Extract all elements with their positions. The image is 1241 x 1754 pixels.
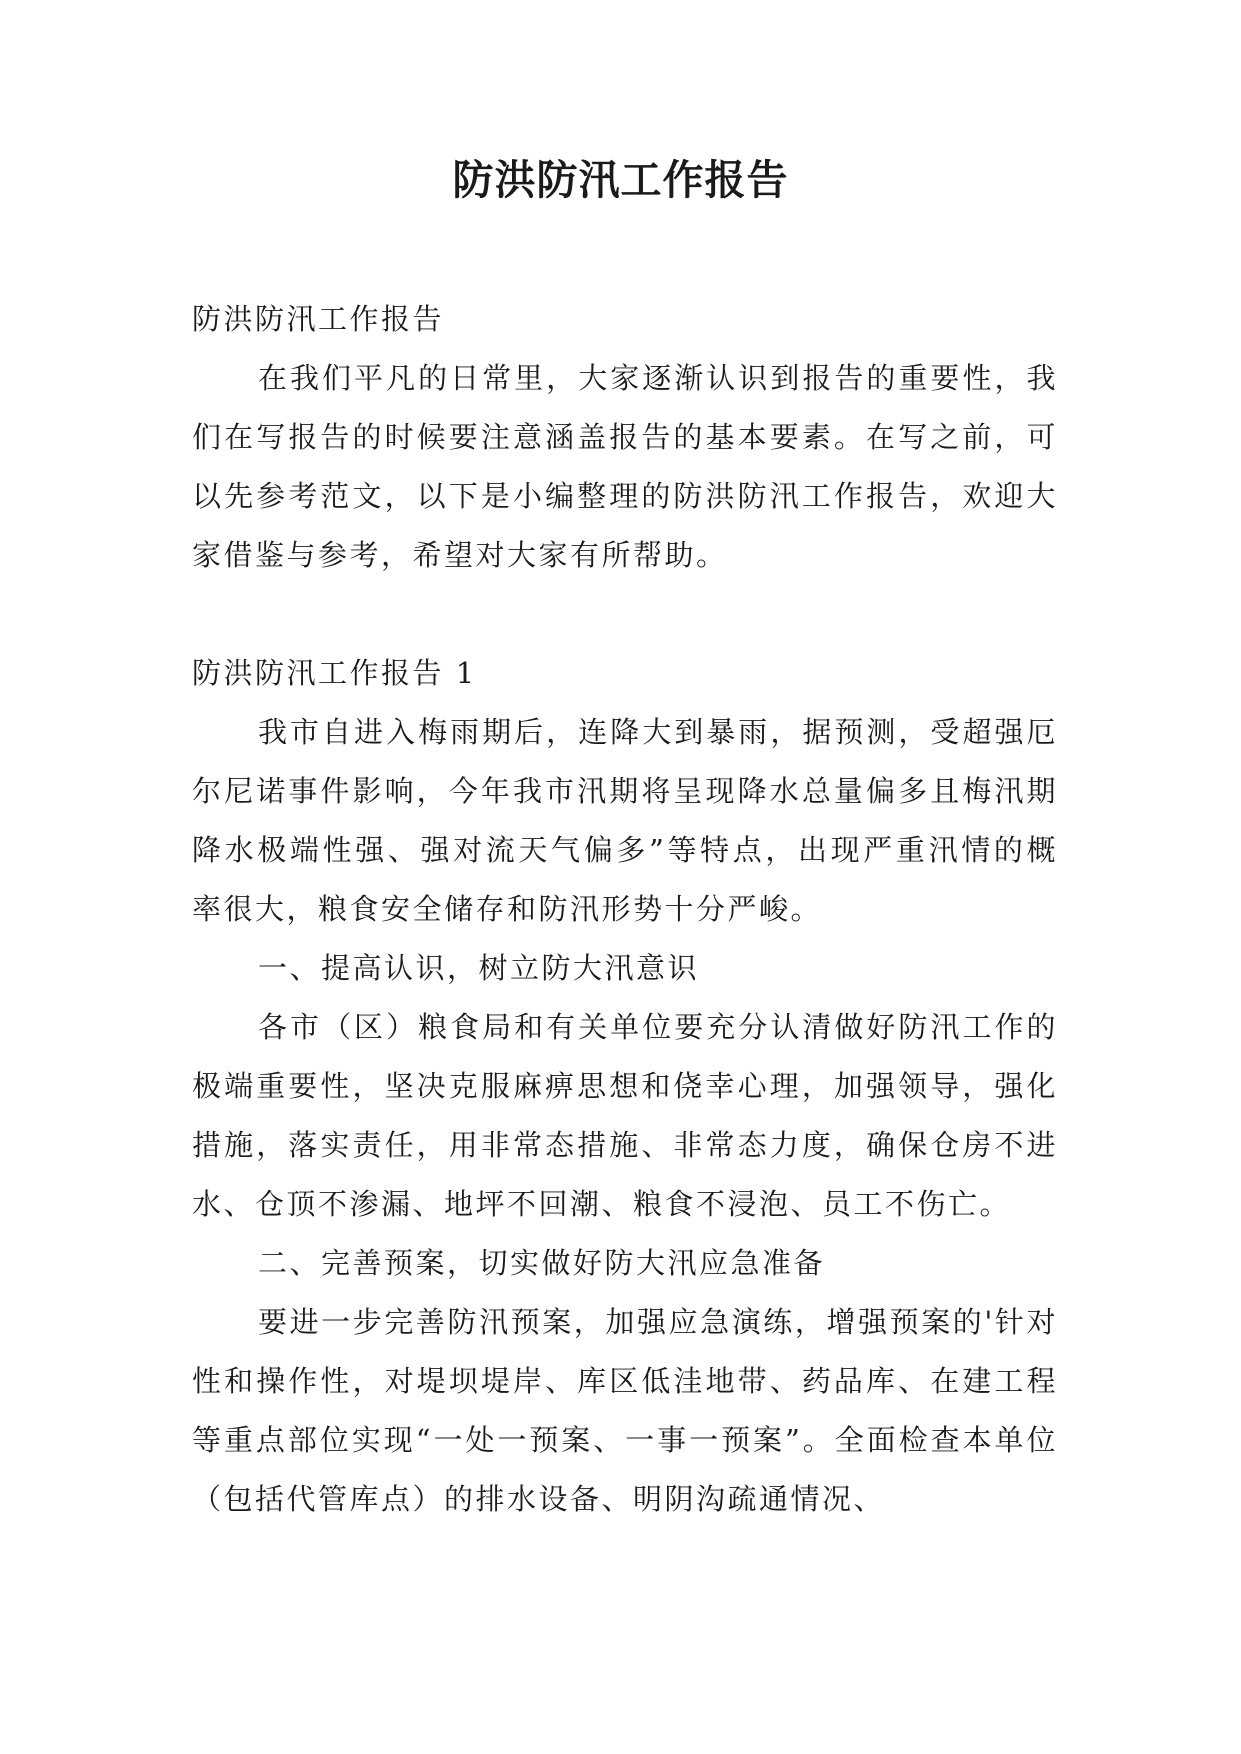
subheading-two: 二、完善预案，切实做好防大汛应急准备 — [258, 1246, 826, 1280]
subheading-one: 一、提高认识，树立防大汛意识 — [258, 951, 700, 985]
paragraph-gap — [192, 585, 1058, 644]
body-paragraph: 要进一步完善防汛预案，加强应急演练，增强预案的'针对性和操作性，对堤坝堤岸、库区低洼地带、药品库、在建工程等重点部位实现“一处一预案、一事一预案”。全面检查本单位（包括代管库点）的排水设备、明阴沟疏通情况、 — [192, 1305, 1058, 1516]
body-paragraph: 我市自进入梅雨期后，连降大到暴雨，据预测，受超强厄尔尼诺事件影响，今年我市汛期将呈现降水总量偏多且梅汛期降水极端性强、强对流天气偏多”等特点，出现严重汛情的概率很大，粮食安全储存和防汛形势十分严峻。 — [192, 715, 1058, 926]
document-body — [192, 290, 1058, 1529]
document-subtitle: 防洪防汛工作报告 — [192, 302, 445, 336]
body-paragraph: 各市（区）粮食局和有关单位要充分认清做好防汛工作的极端重要性，坚决克服麻痹思想和侥幸心理，加强领导，强化措施，落实责任，用非常态措施、非常态力度，确保仓房不进水、仓顶不渗漏、地坪不回潮、粮食不浸泡、员工不伤亡。 — [192, 1010, 1058, 1221]
intro-paragraph: 在我们平凡的日常里，大家逐渐认识到报告的重要性，我们在写报告的时候要注意涵盖报告的基本要素。在写之前，可以先参考范文，以下是小编整理的防洪防汛工作报告，欢迎大家借鉴与参考，希望对大家有所帮助。 — [192, 361, 1058, 572]
document-title: 防洪防汛工作报告 — [452, 156, 789, 204]
section-heading: 防洪防汛工作报告 1 — [192, 656, 477, 690]
